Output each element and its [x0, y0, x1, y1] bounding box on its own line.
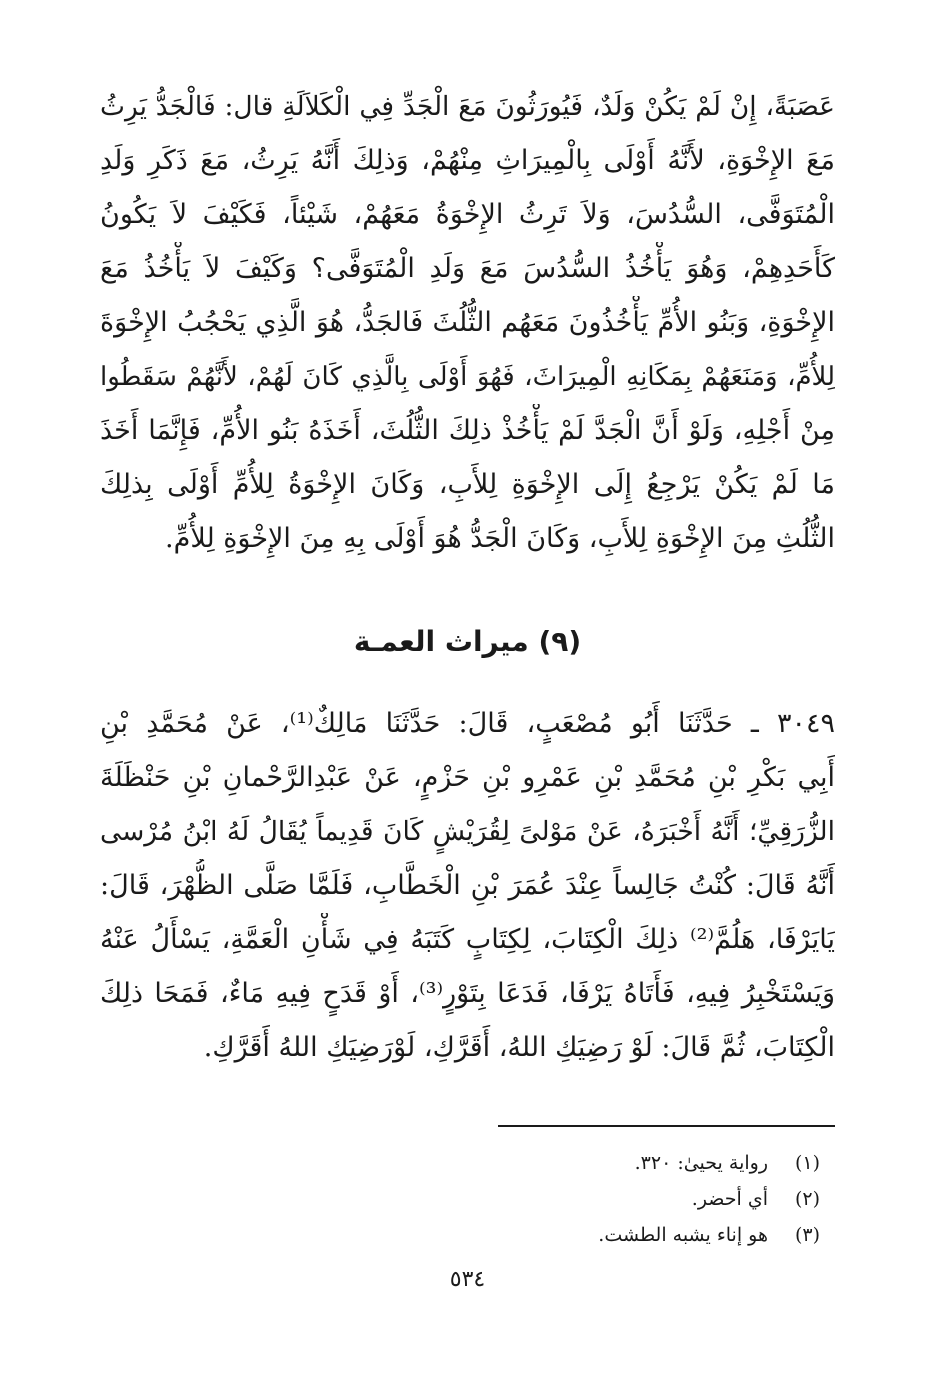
paragraph-line: الْكِتَابَ، ثُمَّ قَالَ: لَوْ رَضِيَكِ اللهُ، أَقَرَّكِ، لَوْرَضِيَكِ اللهُ أَقَرَّكِ.	[203, 1032, 835, 1063]
top-paragraph	[100, 80, 835, 566]
footnotes	[100, 1145, 820, 1253]
paragraph-line: الثُّلُثِ مِنَ الإِخْوَةِ لِلأَبِ، وَكَانَ الْجَدُّ هُوَ أَوْلَى بِهِ مِنَ الإِخْوَةِ لِلأُمِّ.	[165, 523, 835, 554]
footnote-number: (١)	[794, 1152, 820, 1174]
footnote	[100, 1217, 820, 1253]
footnote	[100, 1181, 820, 1217]
paragraph-line: الزُّرَقِيِّ؛ أَنَّهُ أَخْبَرَهُ، عَنْ مَوْلىً لِقُرَيْشٍ كَانَ قَدِيماً يُقَالُ لَهُ ابْنُ مُرْسى	[100, 816, 835, 847]
hadith-paragraph	[100, 697, 835, 1075]
section-heading: (٩) ميراث العمـة	[353, 625, 582, 658]
page-number: ٥٣٤	[449, 1267, 486, 1292]
paragraph-line: الْمُتَوَفَّى، السُّدُسَ، وَلاَ تَرِثُ الإِخْوَةُ مَعَهُمْ، شَيْئاً، فَكَيْفَ لاَ يَكُونُ	[100, 199, 835, 230]
paragraph-line: ٣٠٤٩ ـ حَدَّثَنَا أَبُو مُصْعَبٍ، قَالَ: حَدَّثَنَا مَالِكٌ⁽¹⁾، عَنْ مُحَمَّدِ بْنِ	[100, 708, 835, 739]
paragraph-line: مَا لَمْ يَكُنْ يَرْجِعُ إِلَى الإِخْوَةِ لِلأَبِ، وَكَانَ الإِخْوَةُ لِلأُمِّ أَوْلَى بِذلِكَ	[100, 469, 835, 500]
paragraph-line: كَأَحَدِهِمْ، وَهُوَ يَأْخُذُ السُّدُسَ مَعَ وَلَدِ الْمُتَوَفَّى؟ وَكَيْفَ لاَ يَأْخُذُ مَعَ	[100, 253, 835, 284]
paragraph-line: عَصَبَةً، إِنْ لَمْ يَكُنْ وَلَدٌ، فَيُورَثُونَ مَعَ الْجَدِّ فِي الْكَلاَلَةِ قال: فَالْجَدُّ يَرِثُ	[100, 91, 835, 122]
paragraph-line: الإِخْوَةِ، وَبَنُو الأُمِّ يَأْخُذُونَ مَعَهُم الثُّلُثَ فَالجَدُّ، هُوَ الَّذِي يَحْجُبُ الإِخْوَةَ	[100, 307, 835, 338]
paragraph-line: مِنْ أَجْلِهِ، وَلَوْ أَنَّ الْجَدَّ لَمْ يَأْخُذْ ذلِكَ الثُّلُثَ، أَخَذَهُ بَنُو الأُمِّ، فَإِنَّمَا أَخَذَ	[100, 415, 835, 446]
footnote	[100, 1145, 820, 1181]
footnote-number: (٢)	[794, 1188, 820, 1210]
footnote-text: رواية يحيىٰ: ٣٢٠.	[634, 1152, 768, 1174]
paragraph-line: مَعَ الإِخْوَةِ، لأَنَّهُ أَوْلَى بِالْمِيرَاثِ مِنْهُمْ، وَذلِكَ أَنَّهُ يَرِثُ، مَعَ ذَكَرِ وَلَدِ	[100, 145, 835, 176]
footnote-text: هو إناء يشبه الطشت.	[598, 1224, 768, 1246]
footnote-divider	[498, 1125, 835, 1127]
paragraph-line: وَيَسْتَخْبِرُ فِيهِ، فَأَتَاهُ يَرْفَا، فَدَعَا بِتَوْرٍ⁽³⁾، أَوْ قَدَحٍ فِيهِ مَاءٌ، فَمَحَا ذلِكَ	[100, 978, 835, 1009]
paragraph-line: أَنَّهُ قَالَ: كُنْتُ جَالِساً عِنْدَ عُمَرَ بْنِ الْخَطَّابِ، فَلَمَّا صَلَّى الظُّهْرَ، قَالَ:	[100, 870, 835, 901]
paragraph-line: أَبِي بَكْرِ بْنِ مُحَمَّدِ بْنِ عَمْرِو بْنِ حَزْمٍ، عَنْ عَبْدِالرَّحْمانِ بْنِ حَنْظَلَةَ	[100, 762, 835, 793]
footnote-number: (٣)	[794, 1224, 820, 1246]
paragraph-line: لِلأُمِّ، وَمَنَعَهُمْ بِمَكَانِهِ الْمِيرَاثَ، فَهُوَ أَوْلَى بِالَّذِي كَانَ لَهُمْ، لأَنَّهُمْ سَقَطُوا	[100, 362, 835, 392]
footnote-text: أي أحضر.	[691, 1188, 768, 1210]
paragraph-line: يَايَرْفَا، هَلُمَّ⁽²⁾ ذلِكَ الْكِتَابَ، لِكِتَابٍ كَتَبَهُ فِي شَأْنِ الْعَمَّةِ، يَسْأَلُ عَنْهُ	[100, 924, 835, 955]
